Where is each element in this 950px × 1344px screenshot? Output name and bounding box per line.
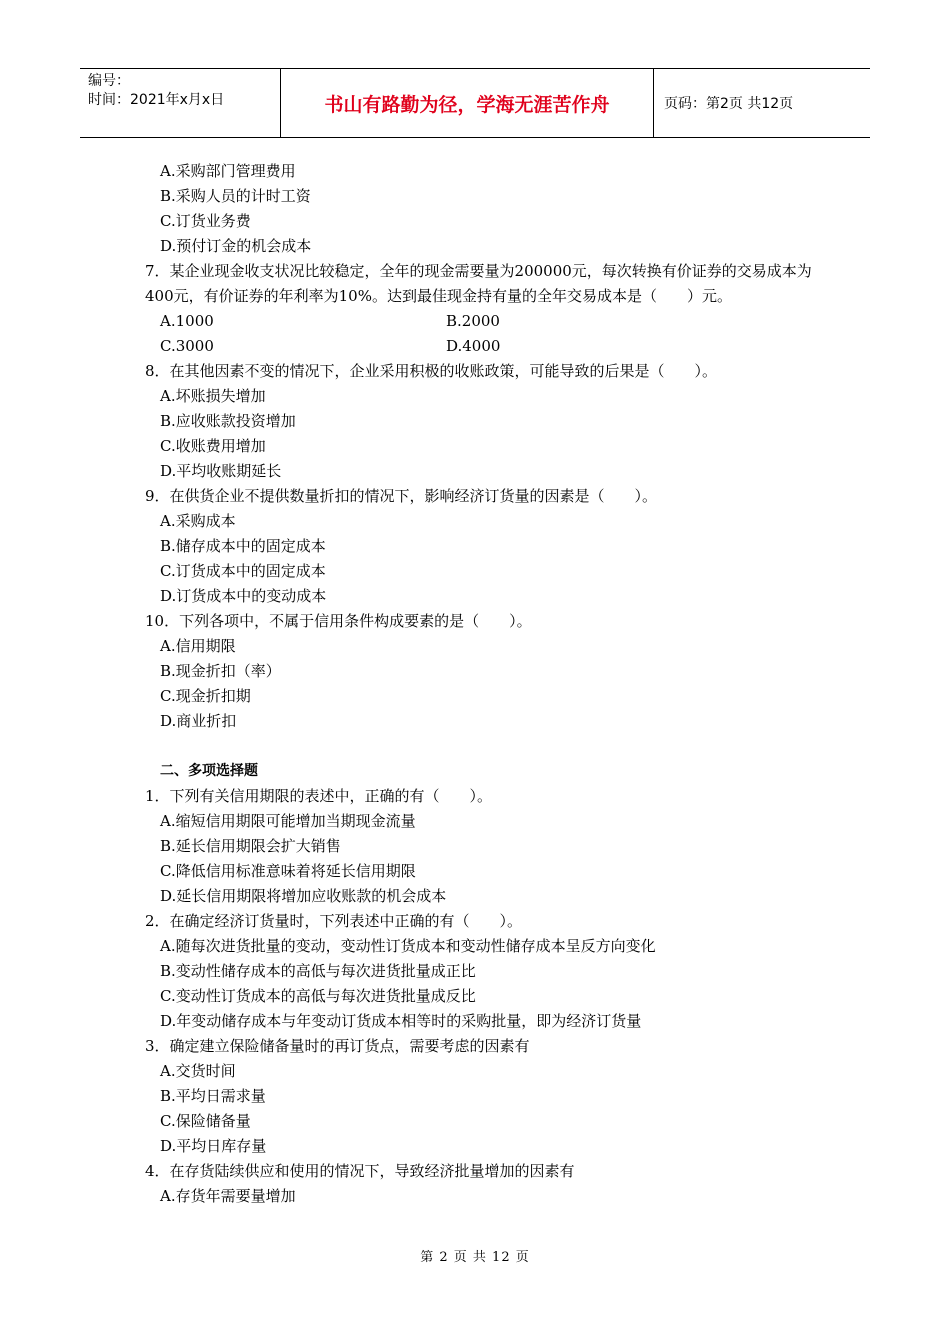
mq3-option-c: C.保险储备量 (160, 1112, 251, 1130)
q7-option-c: C.3000 (160, 337, 214, 355)
q7-option-a: A.1000 (160, 312, 214, 330)
mq2-option-a: A.随每次进货批量的变动，变动性订货成本和变动性储存成本呈反方向变化 (160, 937, 656, 955)
section-title: 二、多项选择题 (160, 763, 258, 779)
q8-option-b: B.应收账款投资增加 (160, 412, 296, 430)
q7-text: 7．某企业现金收支状况比较稳定，全年的现金需要量为200000元，每次转换有价证券的交易成本为400元，有价证券的年利率为10%。达到最佳现金持有量的全年交易成本是（ ）元。 (145, 262, 812, 305)
page-footer: 第 2 页 共 12 页 (420, 1250, 530, 1265)
q9-option-d: D.订货成本中的变动成本 (160, 587, 327, 605)
q10-option-b: B.现金折扣（率） (160, 662, 281, 680)
header-page-info: 页码：第2页 共12页 (664, 96, 794, 112)
mq4-text: 4．在存货陆续供应和使用的情况下，导致经济批量增加的因素有 (145, 1162, 575, 1180)
q9-option-b: B.储存成本中的固定成本 (160, 537, 326, 555)
q7-options-row-1 (145, 309, 815, 334)
mq1-option-c: C.降低信用标准意味着将延长信用期限 (160, 862, 416, 880)
page-header (80, 68, 870, 138)
q7-option-d: D.4000 (446, 337, 501, 355)
q8-option-a: A.坏账损失增加 (160, 387, 266, 405)
mq3-text: 3．确定建立保险储备量时的再订货点，需要考虑的因素有 (145, 1037, 530, 1055)
q7-option-b: B.2000 (446, 312, 500, 330)
mq1-option-b: B.延长信用期限会扩大销售 (160, 837, 341, 855)
q10-option-a: A.信用期限 (160, 637, 236, 655)
header-meta (80, 69, 281, 137)
q6-option-b: B.采购人员的计时工资 (160, 187, 311, 205)
mq1-option-a: A.缩短信用期限可能增加当期现金流量 (160, 812, 416, 830)
mq1-option-d: D.延长信用期限将增加应收账款的机会成本 (160, 887, 447, 905)
mq2-option-b: B.变动性储存成本的高低与每次进货批量成正比 (160, 962, 476, 980)
time-label: 时间：2021年x月x日 (88, 92, 225, 108)
mq3-option-b: B.平均日需求量 (160, 1087, 266, 1105)
q6-option-d: D.预付订金的机会成本 (160, 237, 312, 255)
mq1-text: 1．下列有关信用期限的表述中，正确的有（ ）。 (145, 787, 493, 805)
mq3-option-d: D.平均日库存量 (160, 1137, 267, 1155)
q6-option-a: A.采购部门管理费用 (160, 162, 296, 180)
q7-options-row-2 (145, 334, 815, 359)
q10-option-c: C.现金折扣期 (160, 687, 251, 705)
q8-text: 8．在其他因素不变的情况下，企业采用积极的收账政策，可能导致的后果是（ ）。 (145, 362, 718, 380)
q6-option-c: C.订货业务费 (160, 212, 251, 230)
document-body (145, 159, 815, 1209)
q9-option-a: A.采购成本 (160, 512, 236, 530)
q8-option-c: C.收账费用增加 (160, 437, 266, 455)
mq2-text: 2．在确定经济订货量时，下列表述中正确的有（ ）。 (145, 912, 523, 930)
q10-option-d: D.商业折扣 (160, 712, 237, 730)
header-motto: 书山有路勤为径，学海无涯苦作舟 (281, 69, 654, 137)
mq2-option-c: C.变动性订货成本的高低与每次进货批量成反比 (160, 987, 476, 1005)
q9-option-c: C.订货成本中的固定成本 (160, 562, 326, 580)
mq2-option-d: D.年变动储存成本与年变动订货成本相等时的采购批量，即为经济订货量 (160, 1012, 642, 1030)
number-label: 编号： (88, 73, 130, 89)
mq4-option-a: A.存货年需要量增加 (160, 1187, 296, 1205)
mq3-option-a: A.交货时间 (160, 1062, 236, 1080)
q9-text: 9．在供货企业不提供数量折扣的情况下，影响经济订货量的因素是（ ）。 (145, 487, 658, 505)
q8-option-d: D.平均收账期延长 (160, 462, 282, 480)
q10-text: 10．下列各项中，不属于信用条件构成要素的是（ ）。 (145, 612, 532, 630)
